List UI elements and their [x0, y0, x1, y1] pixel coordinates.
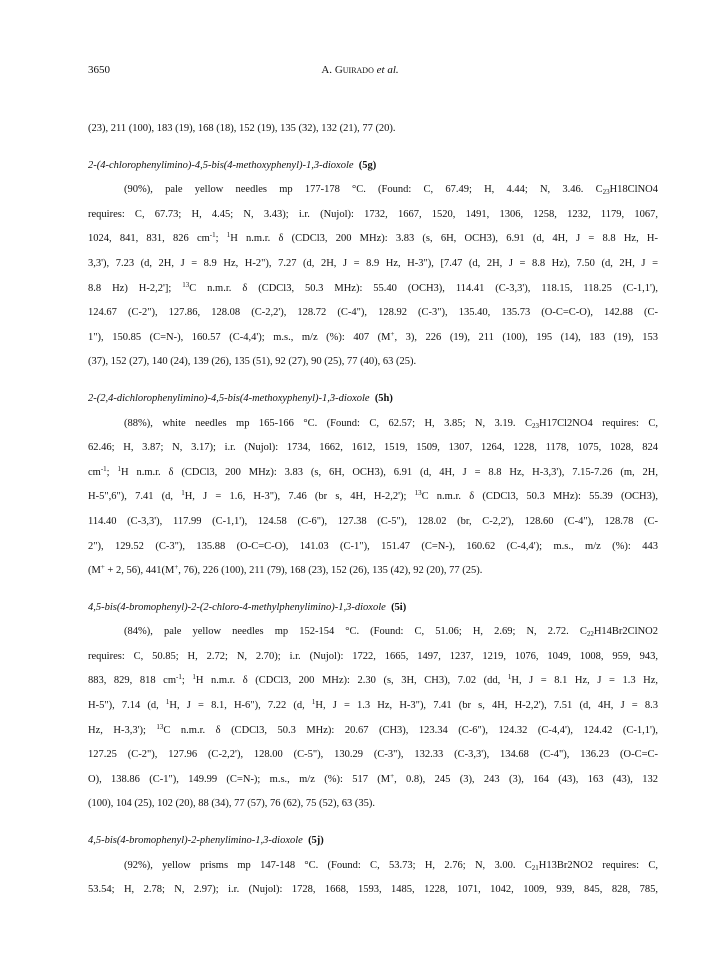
body-line: (88%), white needles mp 165-166 °C. (Found: C, 62.57; H, 3.85; N, 3.19. $C_{23}H17Cl2NO4$ requires: C,	[124, 417, 658, 430]
page-header	[88, 64, 632, 80]
compound-title-5j: 4,5-bis(4-bromophenyl)-2-phenylimino-1,3-dioxole (5j)	[88, 835, 324, 847]
body-line: 1"), 150.85 (C=N-), 160.57 (C-4,4'); m.s., m/z (%): 407 (M+, 3), 226 (19), 211 (100), 195 (14), 183 (19), 153	[88, 329, 658, 343]
body-line: $cm^{-1}$; $^1$H n.m.r. δ (CDCl3, 200 MHz): 3.83 (s, 6H, OCH3), 6.91 (d, 4H, J = 8.8 Hz, H-3,3'), 7.15-7.26 (m, 2H,	[88, 464, 659, 478]
compound-title-5g: 2-(4-chlorophenylimino)-4,5-bis(4-methoxyphenyl)-1,3-dioxole (5g)	[88, 159, 377, 171]
body-line: Hz, H-3,3'); $^{13}$C n.m.r. δ (CDCl3, 50.3 MHz): 20.67 (CH3), 123.34 (C-6"), 124.32 (C-4,4'), 124.42 (C-1,1'),	[88, 722, 658, 736]
body-line: requires: C, 50.85; H, 2.72; N, 2.70); i.r. (Nujol): 1722, 1665, 1497, 1237, 1219, 1076, 1049, 1008, 959, 943,	[88, 650, 658, 662]
body-line: (90%), pale yellow needles mp 177-178 °C. (Found: C, 67.49; H, 4.44; N, 3.46. $C_{23}H18ClNO4$	[124, 184, 658, 197]
body-line: 127.25 (C-2"), 127.96 (C-2,2'), 128.00 (C-5"), 130.29 (C-3"), 132.33 (C-3,3'), 134.68 (C-4"), 136.23 (O-C=C-	[88, 749, 658, 761]
body-line: 62.46; H, 3.87; N, 3.17); i.r. (Nujol): 1734, 1662, 1612, 1519, 1509, 1307, 1264, 1228, 1178, 1075, 1028, 824	[88, 442, 658, 454]
body-line: (84%), pale yellow needles mp 152-154 °C. (Found: C, 51.06; H, 2.69; N, 2.72. $C_{22}H14Br2ClNO2$	[124, 626, 658, 639]
body-line: H-5"), 7.14 (d, $^1$H, J = 8.1, H-6"), 7.22 (d, $^1$H, J = 1.3 Hz, H-3"), 7.41 (br s, 4H, H-2,2'), 7.51 (d, 4H, J = 8.3	[88, 698, 658, 712]
body-line: (23), 211 (100), 183 (19), 168 (18), 152 (19), 135 (32), 132 (21), 77 (20).	[88, 123, 396, 134]
body-line: 124.67 (C-2"), 127.86, 128.08 (C-2,2'), 128.72 (C-4"), 128.92 (C-3"), 135.40, 135.73 (O-C=C-O), 142.88 (C-	[88, 307, 658, 319]
compound-title-5h: 2-(2,4-dichlorophenylimino)-4,5-bis(4-methoxyphenyl)-1,3-dioxole (5h)	[88, 392, 393, 404]
body-line: 8.8 Hz) H-2,2']; $^{13}$C n.m.r. δ (CDCl3, 50.3 MHz): 55.40 (OCH3), 114.41 (C-3,3'), 118.15, 118.25 (C-1,1'),	[88, 280, 659, 294]
body-line: 3,3'), 7.23 (d, 2H, J = 8.9 Hz, H-2"), 7.27 (d, 2H, J = 8.9 Hz, H-3"), [7.47 (d, 2H, J = 8.8 Hz), 7.50 (d, 2H, J =	[88, 257, 658, 269]
body-line: 883, 829, 818 $cm^{-1}$; $^1$H n.m.r. δ (CDCl3, 200 MHz): 2.30 (s, 3H, CH3), 7.02 (dd, $^1$H, J = 8.1 Hz, J = 1.3 Hz,	[88, 673, 659, 687]
body-line: 114.40 (C-3,3'), 117.99 (C-1,1'), 124.58 (C-6"), 127.38 (C-5"), 128.02 (br, C-2,2'), 128.60 (C-4"), 128.78 (C-	[88, 515, 658, 527]
page-number: 3650	[88, 64, 110, 76]
article-body	[88, 117, 658, 903]
body-line: 1024, 841, 831, 826 $cm^{-1}$; $^1$H n.m.r. δ (CDCl3, 200 MHz): 3.83 (s, 6H, OCH3), 6.91 (d, 4H, J = 8.8 Hz, H-	[88, 231, 658, 245]
body-line: H-5",6"), 7.41 (d, $^1$H, J = 1.6, H-3"), 7.46 (br s, 4H, H-2,2'); $^{13}$C n.m.r. δ (CDCl3, 50.3 MHz): 55.39 (OCH3),	[88, 489, 658, 503]
body-line: (100), 104 (25), 102 (20), 88 (34), 77 (57), 76 (62), 75 (52), 63 (35).	[88, 798, 375, 810]
body-line: 53.54; H, 2.78; N, 2.97); i.r. (Nujol): 1728, 1668, 1593, 1485, 1228, 1071, 1042, 1009, 939, 845, 828, 785,	[88, 884, 658, 896]
body-line: requires: C, 67.73; H, 4.45; N, 3.43); i.r. (Nujol): 1732, 1667, 1520, 1491, 1306, 1258, 1232, 1179, 1067,	[88, 208, 658, 220]
body-line: (M+ + 2, 56), 441(M+, 76), 226 (100), 211 (79), 168 (23), 152 (26), 135 (42), 92 (20), 77 (25).	[88, 563, 483, 577]
body-line: 2"), 129.52 (C-3"), 135.88 (O-C=C-O), 141.03 (C-1"), 151.47 (C=N-), 160.62 (C-4,4'); m.s., m/z (%): 443	[88, 540, 658, 552]
running-head: A. Guirado et al.	[321, 64, 399, 76]
compound-title-5i: 4,5-bis(4-bromophenyl)-2-(2-chloro-4-methylphenylimino)-1,3-dioxole (5i)	[88, 601, 407, 613]
body-line: O), 138.86 (C-1"), 149.99 (C=N-); m.s., m/z (%): 517 (M+, 0.8), 245 (3), 243 (3), 164 (43), 163 (43), 132	[88, 771, 658, 785]
body-line: (92%), yellow prisms mp 147-148 °C. (Found: C, 53.73; H, 2.76; N, 3.00. $C_{21}H13Br2NO2$ requires: C,	[124, 859, 658, 872]
body-line: (37), 152 (27), 140 (24), 139 (26), 135 (51), 92 (27), 90 (25), 77 (40), 63 (25).	[88, 356, 417, 368]
